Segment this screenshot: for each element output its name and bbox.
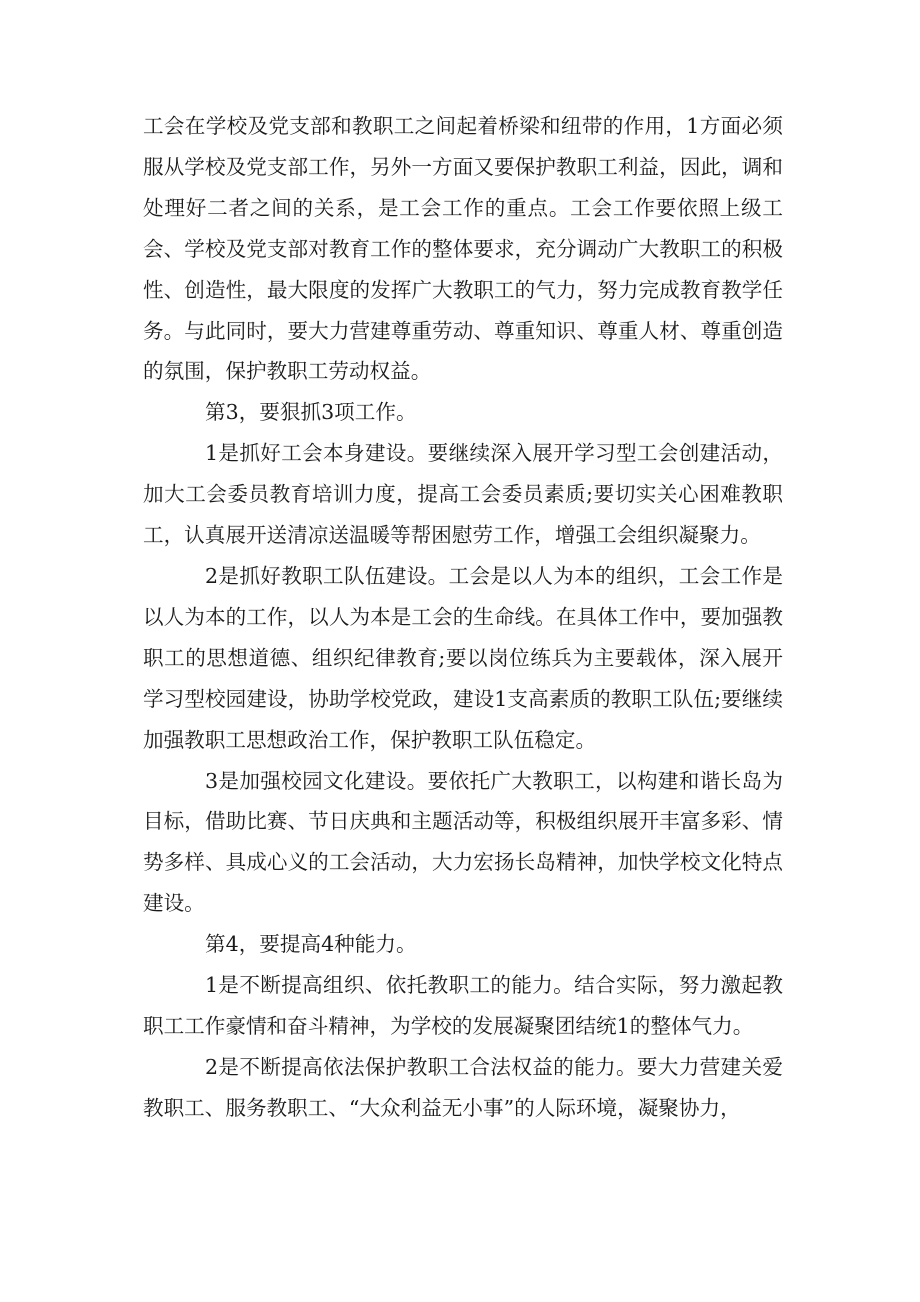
document-body — [143, 106, 783, 1129]
paragraph-1: 工会在学校及党支部和教职工之间起着桥梁和纽带的作用，1方面必须服从学校及党支部工作，另外一方面又要保护教职工利益，因此，调和处理好二者之间的关系，是工会工作的重点。工会工作要依照上级工会、学校及党支部对教育工作的整体要求，充分调动广大教职工的积极性、创造性，最大限度的发挥广大教职工的气力，努力完成教育教学任务。与此同时，要大力营建尊重劳动、尊重知识、尊重人材、尊重创造的氛围，保护教职工劳动权益。 — [143, 114, 783, 384]
paragraph-7: 1是不断提高组织、依托教职工的能力。结合实际，努力激起教职工工作豪情和奋斗精神，为学校的发展凝聚团结统1的整体气力。 — [143, 973, 783, 1038]
paragraph-2-heading: 第3，要狠抓3项工作。 — [205, 400, 417, 425]
paragraph-6-heading: 第4，要提高4种能力。 — [205, 932, 417, 957]
paragraph-3: 1是抓好工会本身建设。要继续深入展开学习型工会创建活动，加大工会委员教育培训力度，提高工会委员素质;要切实关心困难教职工，认真展开送清凉送温暖等帮困慰劳工作，增强工会组织凝聚力。 — [143, 441, 783, 548]
paragraph-4: 2是抓好教职工队伍建设。工会是以人为本的组织，工会工作是以人为本的工作，以人为本是工会的生命线。在具体工作中，要加强教职工的思想道德、组织纪律教育;要以岗位练兵为主要载体，深入展开学习型校园建设，协助学校党政，建设1支高素质的教职工队伍;要继续加强教职工思想政治工作，保护教职工队伍稳定。 — [143, 563, 783, 752]
paragraph-8: 2是不断提高依法保护教职工合法权益的能力。要大力营建关爱教职工、服务教职工、“大众利益无小事”的人际环境，凝聚协力， — [143, 1054, 783, 1120]
paragraph-5: 3是加强校园文化建设。要依托广大教职工，以构建和谐长岛为目标，借助比赛、节日庆典和主题活动等，积极组织展开丰富多彩、情势多样、具成心义的工会活动，大力宏扬长岛精神，加快学校文化特点建设。 — [143, 768, 783, 916]
